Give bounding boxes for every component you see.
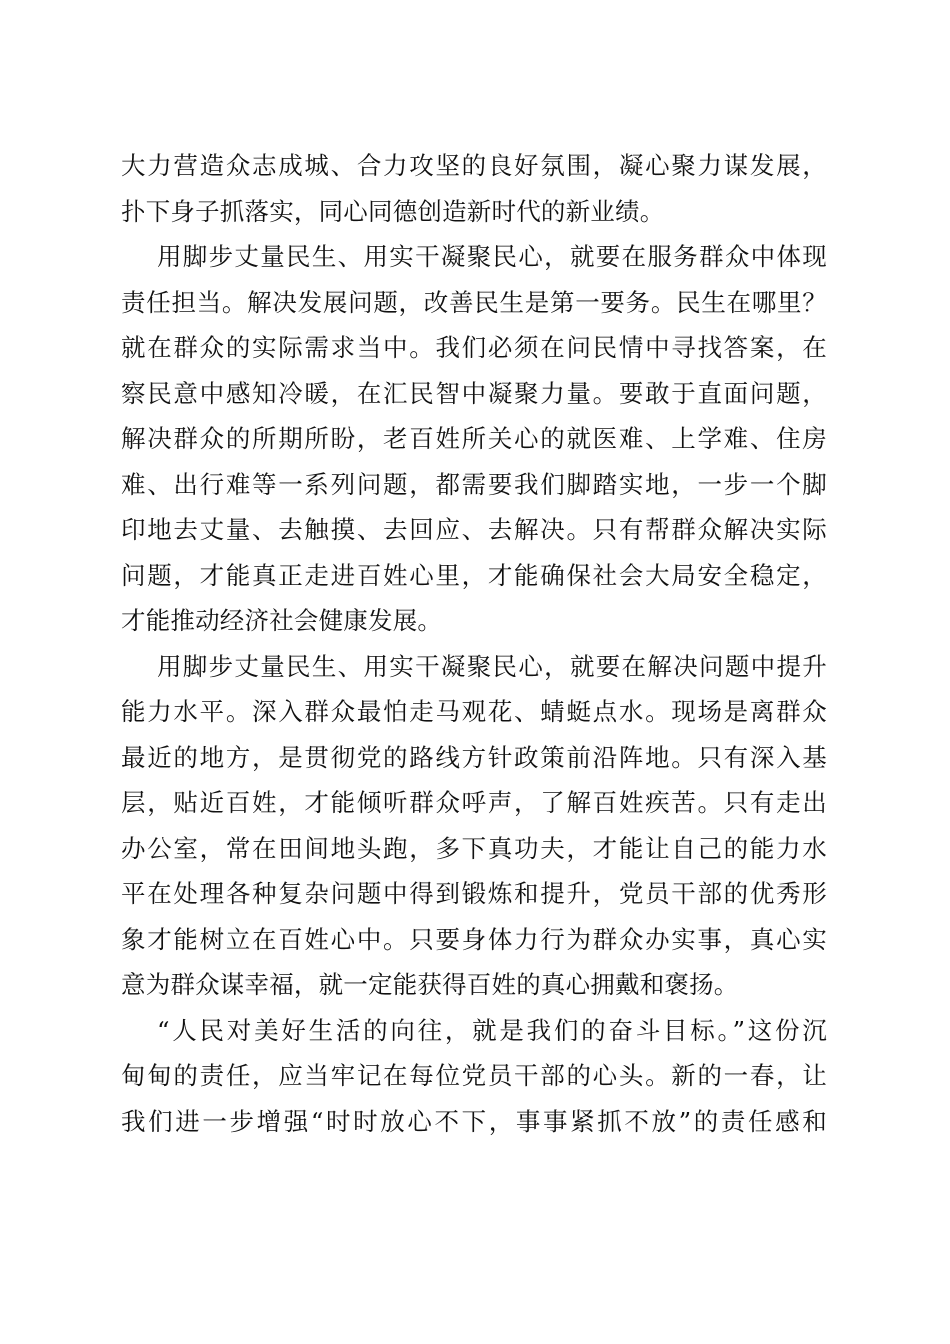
text-line: 办公室，常在田间地头跑，多下真功夫，才能让自己的能力水 <box>121 833 827 863</box>
text-line: 我们进一步增强“时时放心不下，事事紧抓不放”的责任感和 <box>121 1106 827 1136</box>
text-line: 用脚步丈量民生、用实干凝聚民心，就要在解决问题中提升 <box>157 651 827 681</box>
text-line: 解决群众的所期所盼，老百姓所关心的就医难、上学难、住房 <box>121 424 827 453</box>
paragraph <box>121 143 827 234</box>
text-line: 象才能树立在百姓心中。只要身体力行为群众办实事，真心实 <box>121 924 827 954</box>
body-text <box>121 143 827 1144</box>
text-line: 能力水平。深入群众最怕走马观花、蜻蜓点水。现场是离群众 <box>121 697 827 726</box>
paragraph <box>121 1008 827 1145</box>
text-line: 意为群众谋幸福，就一定能获得百姓的真心拥戴和褒扬。 <box>121 970 739 999</box>
text-line: “人民对美好生活的向往，就是我们的奋斗目标。”这份沉 <box>157 1015 827 1045</box>
text-line: 才能推动经济社会健康发展。 <box>121 606 443 635</box>
text-line: 甸甸的责任，应当牢记在每位党员干部的心头。新的一春，让 <box>121 1061 827 1090</box>
text-line: 最近的地方，是贯彻党的路线方针政策前沿阵地。只有深入基 <box>121 742 827 772</box>
text-line: 扑下身子抓落实，同心同德创造新时代的新业绩。 <box>121 196 665 226</box>
text-line: 层，贴近百姓，才能倾听群众呼声，了解百姓疾苦。只有走出 <box>121 788 827 817</box>
paragraph <box>121 644 827 1008</box>
paragraph <box>121 234 827 644</box>
text-line: 责任担当。解决发展问题，改善民生是第一要务。民生在哪里？ <box>121 287 827 317</box>
text-line: 问题，才能真正走进百姓心里，才能确保社会大局安全稳定， <box>121 560 827 590</box>
text-line: 就在群众的实际需求当中。我们必须在问民情中寻找答案，在 <box>121 333 827 362</box>
text-line: 印地去丈量、去触摸、去回应、去解决。只有帮群众解决实际 <box>121 515 827 544</box>
text-line: 平在处理各种复杂问题中得到锻炼和提升，党员干部的优秀形 <box>121 879 827 908</box>
text-line: 察民意中感知冷暖，在汇民智中凝聚力量。要敢于直面问题， <box>121 378 827 408</box>
text-line: 用脚步丈量民生、用实干凝聚民心，就要在服务群众中体现 <box>157 242 827 271</box>
text-line: 大力营造众志成城、合力攻坚的良好氛围，凝心聚力谋发展， <box>121 151 827 180</box>
text-line: 难、出行难等一系列问题，都需要我们脚踏实地，一步一个脚 <box>121 469 827 499</box>
